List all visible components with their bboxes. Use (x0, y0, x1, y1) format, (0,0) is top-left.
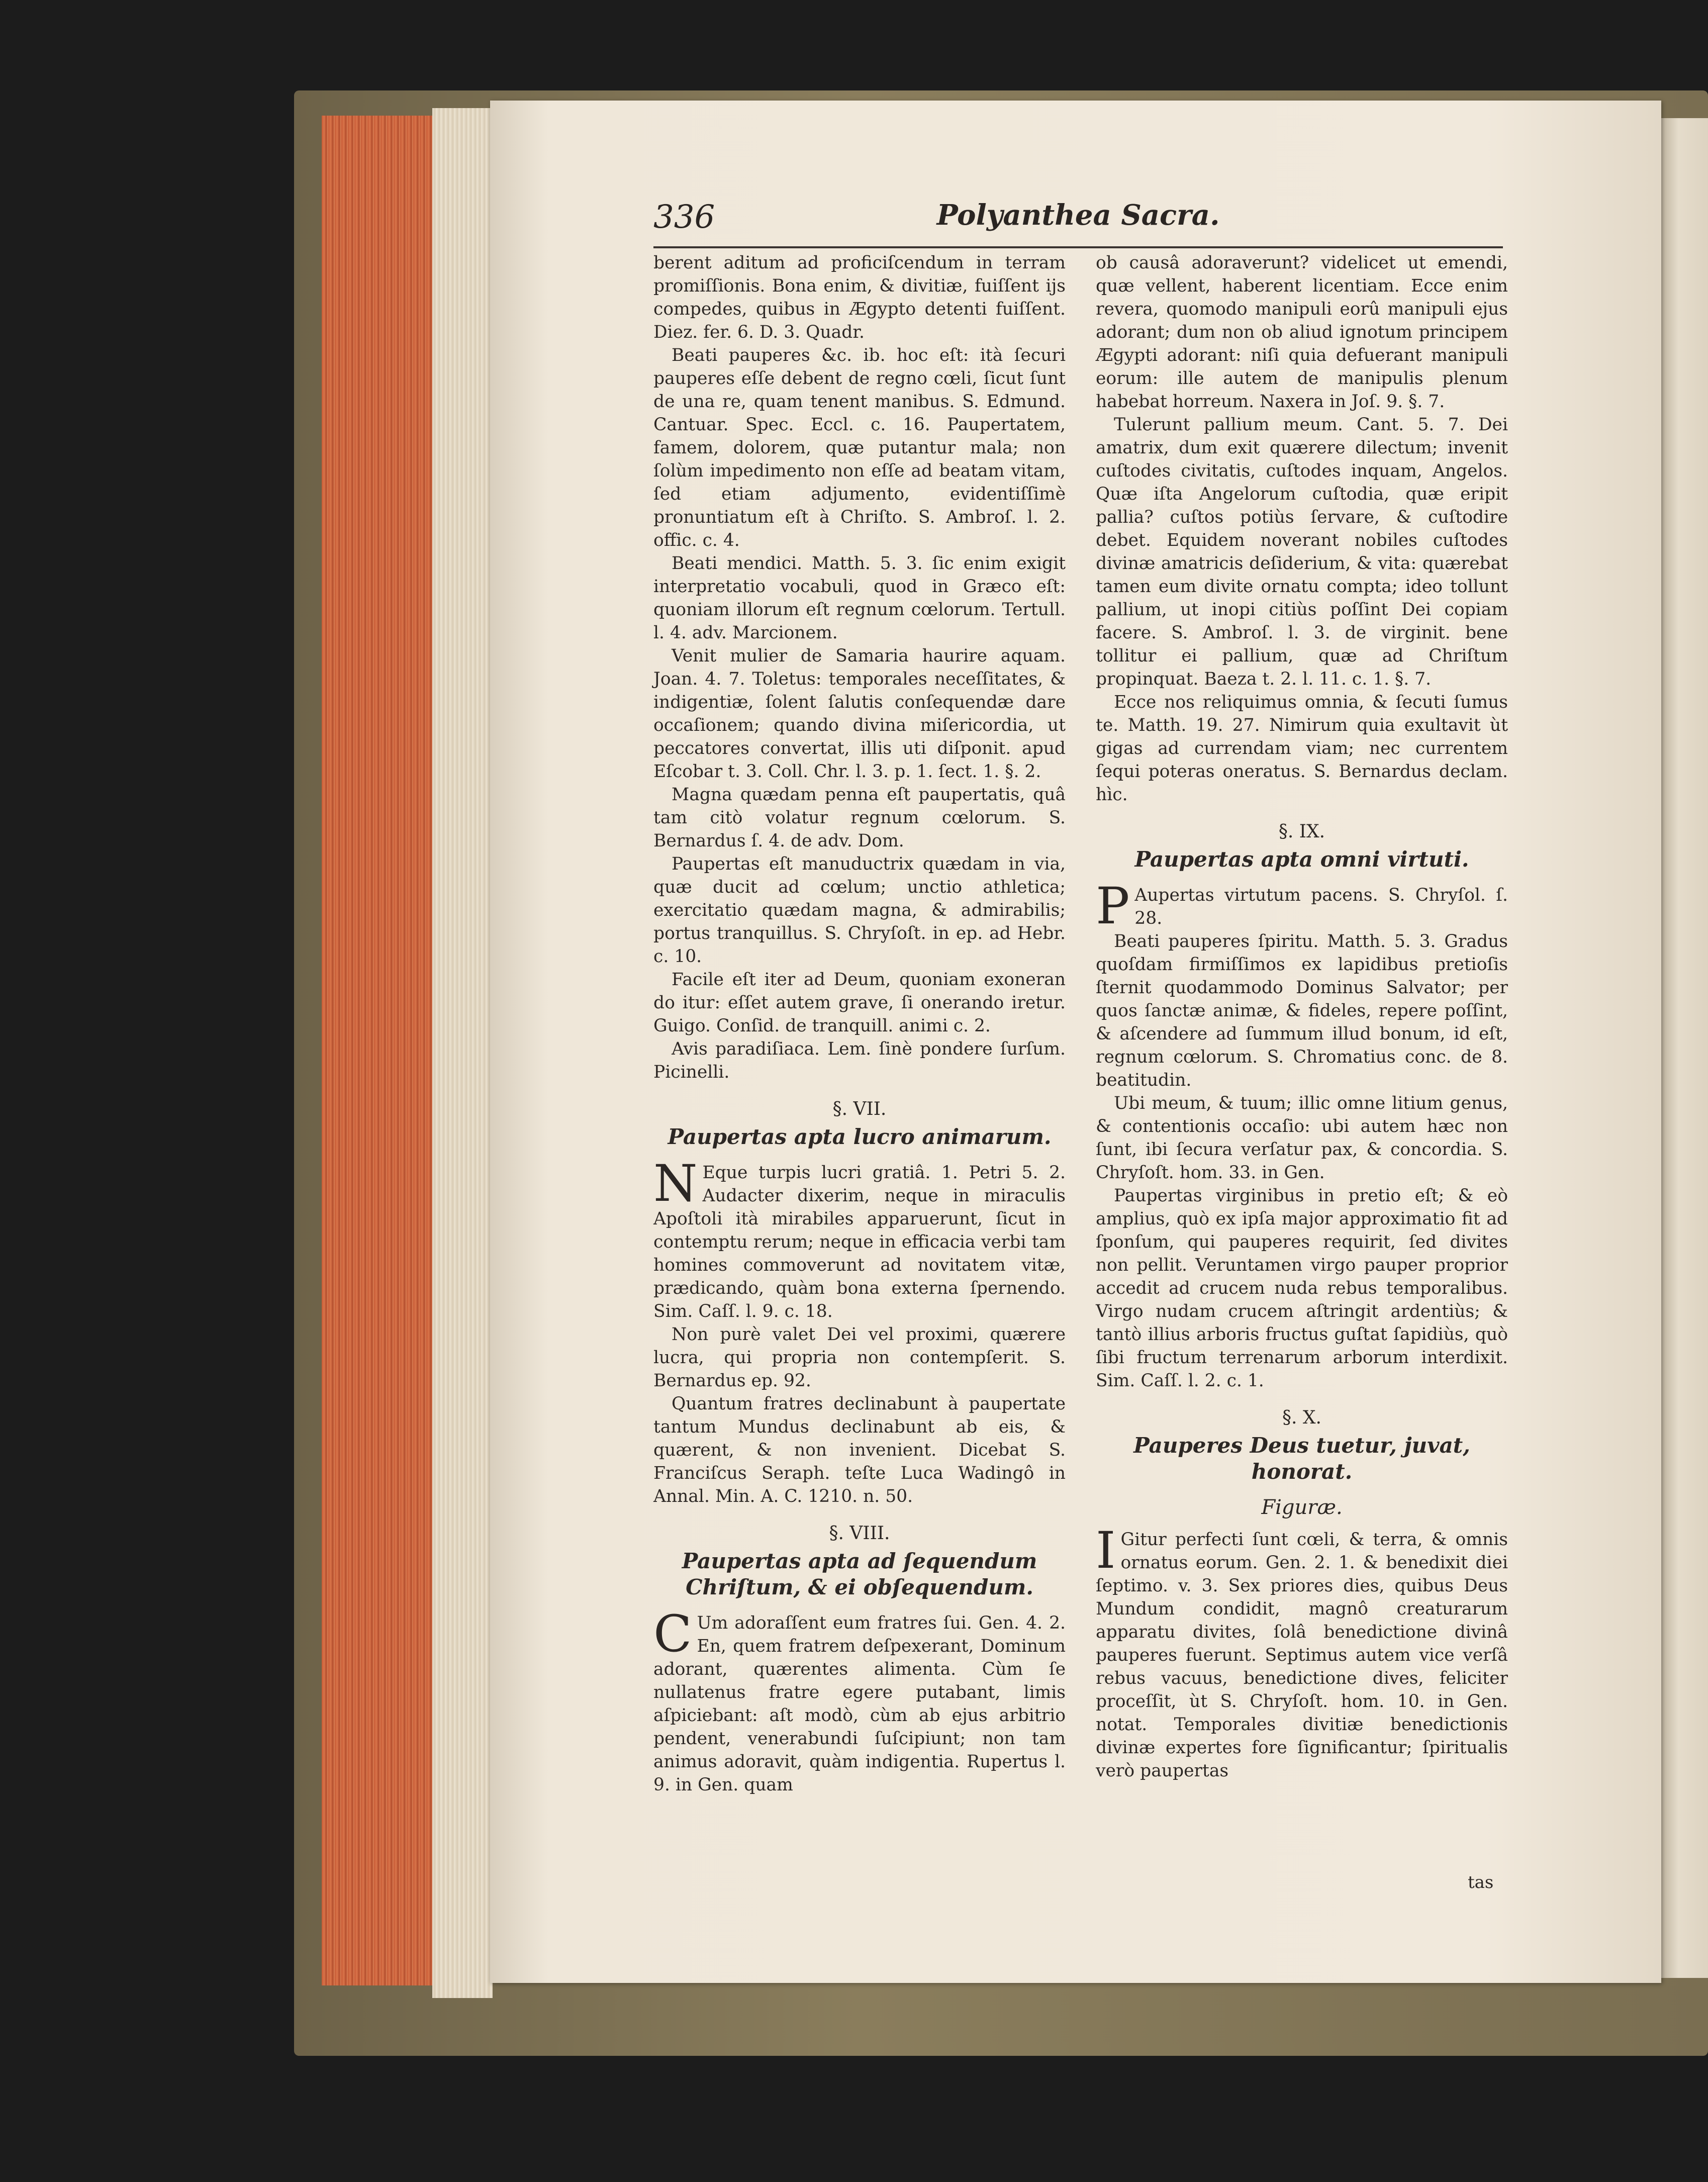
paragraph: Aupertas virtutum pacens. S. Chryſol. ſ. 28. (1134, 885, 1508, 928)
paragraph: Quantum fratres declinabunt à paupertate tantum Mundus declinabunt ab eis, & quærent, & non invenient. Dicebat S. Franciſcus Seraph. teſte Luca Wadingô in Annal. Min. A. C. 1210. n. 50. (653, 1394, 1066, 1506)
section-body (1096, 1521, 1508, 1782)
paragraph: Tulerunt pallium meum. Cant. 5. 7. Dei amatrix, dum exit quærere dilectum; invenit cuſtodes civitatis, cuſtodes inquam, Angelos. Quæ iſta Angelorum cuſtodia, quæ eripit pallia? cuſtos potiùs ſervare, & cuſtodire debet. Equidem noverant nobiles cuſtodes divinæ amatricis deſiderium, & vita: quærebat tamen eum divite ornatu compta; ideo tollunt pallium, ut inopi citiùs poſſint Dei copiam facere. S. Ambroſ. l. 3. de virginit. bene tollitur ei pallium, quæ ad Chriſtum propinquat. Baeza t. 2. l. 11. c. 1. §. 7. (1096, 415, 1508, 689)
section-title: Paupertas apta ad ſequendum Chriſtum, & ei obſequendum. (682, 1549, 1037, 1599)
section-title: Pauperes Deus tuetur, juvat, honorat. (1133, 1433, 1470, 1484)
drop-cap: C (653, 1604, 692, 1663)
drop-cap: I (1096, 1521, 1116, 1580)
paragraph: Paupertas eſt manuductrix quædam in via, quæ ducit ad cœlum; unctio athletica; exercitatio quædam magna, & admirabilis; portus tranquillus. S. Chryſoſt. in ep. ad Hebr. c. 10. (653, 854, 1066, 967)
paragraph: Avis paradiſiaca. Lem. ſinè pondere ſurſum. Picinelli. (653, 1039, 1066, 1082)
paragraph: Magna quædam penna eſt paupertatis, quâ tam citò volatur regnum cœlorum. S. Bernardus ſ. 4. de adv. Dom. (653, 785, 1066, 851)
section-number: §. VII. (832, 1099, 887, 1119)
paragraph: Ubi meum, & tuum; illic omne litium genus, & contentionis occaſio: ubi autem hæc non ſunt, ibi ſecura verſatur pax, & concordia. S. Chryſoſt. hom. 33. in Gen. (1096, 1093, 1508, 1183)
header-rule (653, 246, 1503, 248)
paragraph: Eque turpis lucri gratiâ. 1. Petri 5. 2. Audacter dixerim, neque in miraculis Apoſtoli ità mirabiles apparuerunt, ſicut in contemptu rerum; neque in efficacia verbi tam homines commoverunt ad novitatem vitæ, prædicando, quàm bona externa ſpernendo. Sim. Caſſ. l. 9. c. 18. (653, 1163, 1066, 1321)
section-number: §. VIII. (829, 1523, 890, 1544)
section-number: §. X. (1282, 1407, 1321, 1428)
section-body (653, 1154, 1066, 1323)
paragraph: Beati mendici. Matth. 5. 3. ſic enim exigit interpretatio vocabuli, quod in Græco eſt: quoniam illorum eſt regnum cœlorum. Tertull. l. 4. adv. Marcionem. (653, 553, 1066, 643)
section-body (1096, 877, 1508, 935)
paragraph: Um adoraſſent eum fratres ſui. Gen. 4. 2. En, quem fratrem deſpexerant, Dominum adorant, quærentes alimenta. Cùm ſe nullatenus fratre egere putabant, limis aſpiciebant: aſt modò, cùm ab ejus arbitrio pendent, venerabundi ſuſcipiunt; non tam animus adoravit, quàm indigentia. Rupertus l. 9. in Gen. quam (653, 1613, 1066, 1795)
paragraph: Venit mulier de Samaria haurire aquam. Joan. 4. 7. Toletus: temporales neceſſitates, & indigentiæ, ſolent ſalutis conſequendæ dare occaſionem; quando divina miſericordia, ut peccatores convertat, illis uti diſponit. apud Eſcobar t. 3. Coll. Chr. l. 3. p. 1. ſect. 1. §. 2. (653, 646, 1066, 782)
right-column (1096, 251, 1508, 1782)
paragraph: Non purè valet Dei vel proximi, quærere lucra, qui propria non contempſerit. S. Bernardus ep. 92. (653, 1324, 1066, 1391)
drop-cap: N (653, 1154, 698, 1213)
catchword: tas (1468, 1872, 1494, 1892)
paragraph: Facile eſt iter ad Deum, quoniam exoneran do itur: eſſet autem grave, ſi onerando iretur. Guigo. Conſid. de tranquill. animi c. 2. (653, 970, 1066, 1036)
paragraph: Ecce nos reliquimus omnia, & ſecuti ſumus te. Matth. 19. 27. Nimirum quia exultavit ùt gigas ad currendam viam; nec currentem ſequi poteras oneratus. S. Bernardus declam. hìc. (1096, 692, 1508, 805)
section-body (653, 1604, 1066, 1796)
running-title: Polyanthea Sacra. (936, 199, 1220, 232)
page-header (653, 199, 1503, 244)
page-number: 336 (653, 199, 715, 236)
left-column (653, 251, 1066, 1796)
page-stack (432, 108, 493, 1998)
paragraph: Beati pauperes &c. ib. hoc eſt: ità ſecuri pauperes eſſe debent de regno cœli, ſicut ſunt de una re, quam tenent manibus. S. Edmund. Cantuar. Spec. Eccl. c. 16. Paupertatem, famem, dolorem, quæ putantur mala; non ſolùm impedimento non eſſe ad beatam vitam, ſed etiam adjumento, evidentiſſimè pronuntiatum eſt à Chriſto. S. Ambroſ. l. 2. offic. c. 4. (653, 345, 1066, 550)
paragraph: Gitur perfecti ſunt cœli, & terra, & omnis ornatus eorum. Gen. 2. 1. & benedixit diei ſeptimo. v. 3. Sex priores dies, quibus Deus Mundum condidit, magnô creaturarum apparatu divites, ſolâ benedictione divinâ pauperes fuerunt. Septimus autem vice verſâ rebus vacuus, benedictione dives, feliciter proceſſit, ùt S. Chryſoſt. hom. 10. in Gen. notat. Temporales divitiæ benedictionis divinæ expertes fore ſignificantur; ſpiritualis verò paupertas (1096, 1530, 1508, 1781)
paragraph: Paupertas virginibus in pretio eſt; & eò amplius, quò ex ipſa major approximatio fit ad ſponſum, qui pauperes requirit, ſed divites non pellit. Veruntamen virgo pauper proprior accedit ad crucem nuda rebus temporalibus. Virgo nudam crucem aſtringit ardentiùs; & tantò illius arboris fructus guſtat ſapidiùs, quò ſibi fructum terrenarum arborum interdixit. Sim. Caſſ. l. 2. c. 1. (1096, 1186, 1508, 1391)
section-title: Paupertas apta omni virtuti. (1134, 847, 1469, 872)
section-title: Paupertas apta lucro animarum. (668, 1124, 1052, 1149)
paragraph: Beati pauperes ſpiritu. Matth. 5. 3. Gradus quoſdam firmiſſimos ex lapidibus pretioſis ſternit quodammodo Dominus Salvator; per quos ſanctæ animæ, & fideles, repere poſſint, & aſcendere ad ſummum illud bonum, id eſt, regnum cœlorum. S. Chromatius conc. de 8. beatitudin. (1096, 931, 1508, 1090)
section-subtitle: Figuræ. (1261, 1496, 1343, 1519)
facing-page-edge (1659, 118, 1708, 1978)
paragraph: berent aditum ad proficiſcendum in terram promiſſionis. Bona enim, & divitiæ, fuiſſent ijs compedes, quibus in Ægypto detenti fuiſſent. Diez. fer. 6. D. 3. Quadr. (653, 253, 1066, 342)
paragraph: ob causâ adoraverunt? videlicet ut emendi, quæ vellent, haberent licentiam. Ecce enim revera, quomodo manipuli eorû manipuli ejus adorant; dum non ob aliud ignotum principem Ægypti adorant: niſi quia defuerant manipuli eorum: ille autem de manipulis plenum habebat horreum. Naxera in Joſ. 9. §. 7. (1096, 253, 1508, 412)
section-number: §. IX. (1278, 821, 1325, 842)
drop-cap: P (1096, 877, 1130, 935)
